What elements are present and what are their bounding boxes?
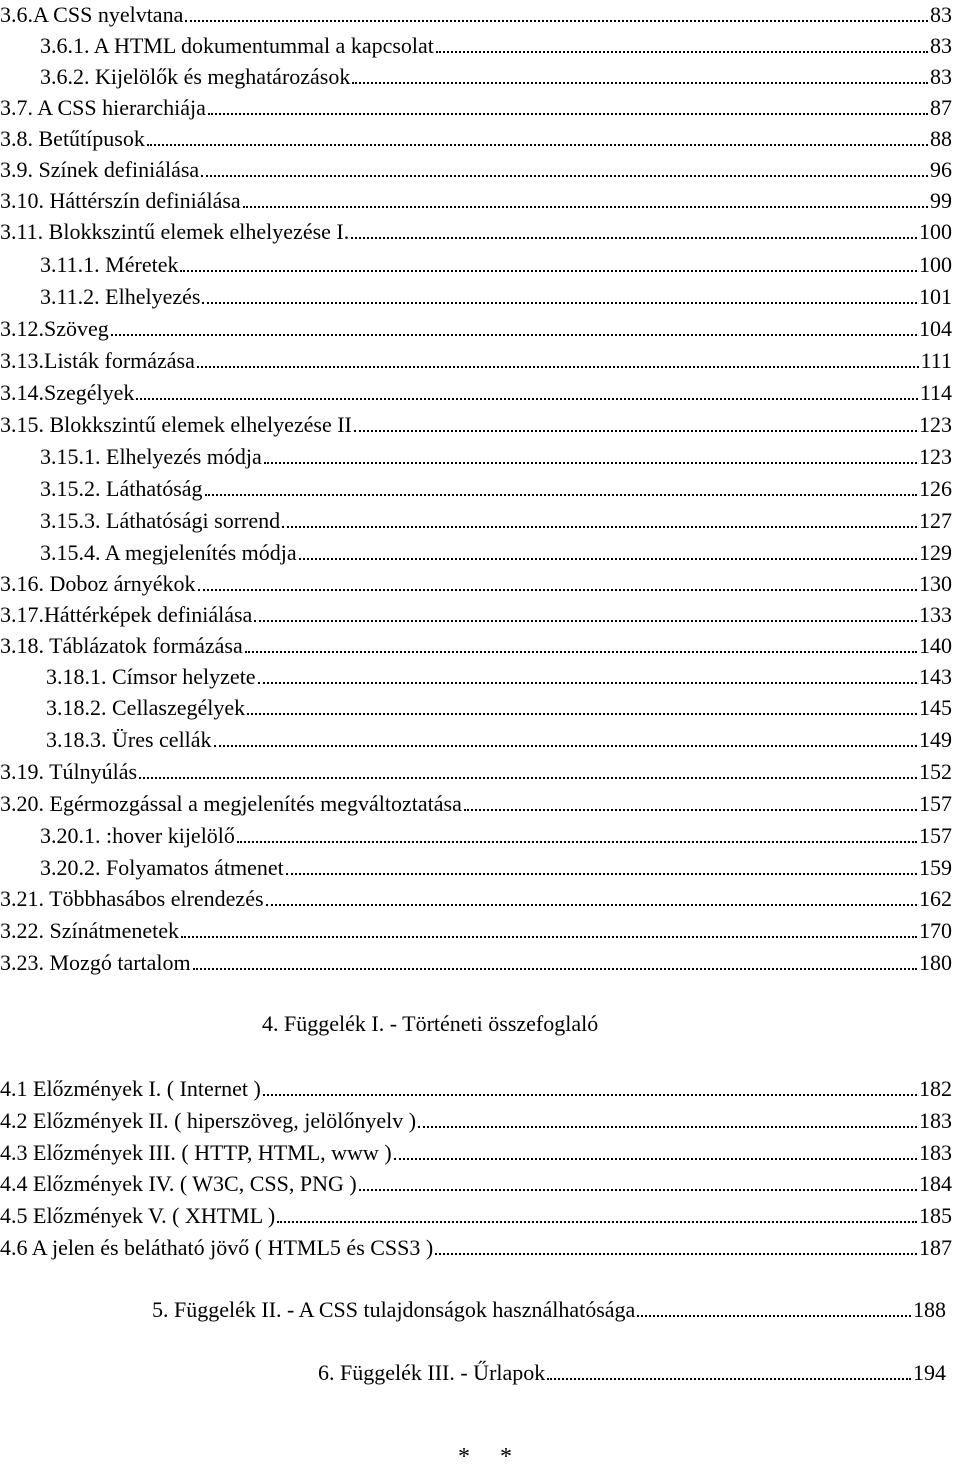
- toc-entry[interactable]: [40, 248, 952, 278]
- toc-entry-page: 100: [919, 252, 952, 277]
- toc-entry-page: 130: [919, 571, 952, 596]
- toc-entry-page: 87: [930, 95, 952, 120]
- toc-entry[interactable]: [0, 312, 952, 342]
- toc-entry-page: 180: [919, 950, 952, 975]
- toc-entry-title: 3.7. A CSS hierarchiája: [0, 95, 206, 120]
- toc-entry-page: 123: [919, 412, 952, 437]
- toc-entry-page: 194: [913, 1360, 946, 1385]
- toc-entry-title: 6. Függelék III. - Űrlapok: [318, 1360, 546, 1385]
- toc-entry-title: 4.3 Előzmények III. ( HTTP, HTML, www ): [0, 1140, 392, 1165]
- toc-entry-page: 188: [913, 1297, 946, 1322]
- toc-entry-title: 3.21. Többhasábos elrendezés: [0, 886, 264, 911]
- toc-entry[interactable]: [0, 408, 952, 438]
- toc-entry-page: 183: [919, 1108, 952, 1133]
- toc-entry[interactable]: [40, 819, 952, 849]
- dot-leader: [464, 809, 917, 811]
- appendix-3-entry[interactable]: [318, 1356, 946, 1386]
- dot-leader: [286, 873, 917, 875]
- dot-leader: [436, 51, 928, 53]
- dot-leader: [181, 936, 917, 938]
- toc-entry-title: 3.19. Túlnyúlás: [0, 759, 138, 784]
- appendix-1-entry[interactable]: [0, 1136, 952, 1166]
- dot-leader: [254, 620, 917, 622]
- appendix-1-entry[interactable]: [0, 1104, 952, 1134]
- toc-entry[interactable]: [0, 567, 952, 597]
- toc-entry-title: 4.5 Előzmények V. ( XHTML ): [0, 1203, 276, 1228]
- toc-entry-page: 183: [919, 1140, 952, 1165]
- toc-entry-page: 185: [919, 1203, 952, 1228]
- toc-entry-page: 96: [930, 157, 952, 182]
- toc-entry-page: 123: [919, 444, 952, 469]
- toc-entry[interactable]: [40, 851, 952, 881]
- toc-entry-title: 3.15.4. A megjelenítés módja: [40, 540, 297, 565]
- toc-entry[interactable]: [46, 691, 952, 721]
- toc-entry-page: 127: [919, 508, 952, 533]
- toc-entry-title: 5. Függelék II. - A CSS tulajdonságok használhatósága: [152, 1297, 636, 1322]
- toc-entry-page: 133: [919, 602, 952, 627]
- dot-leader: [282, 526, 917, 528]
- toc-entry[interactable]: [0, 0, 952, 28]
- toc-entry-title: 3.20.1. :hover kijelölő: [40, 823, 235, 848]
- dot-leader: [277, 1221, 917, 1223]
- dot-leader: [198, 589, 917, 591]
- toc-entry[interactable]: [0, 153, 952, 183]
- dot-leader: [180, 270, 917, 272]
- dot-leader: [258, 682, 917, 684]
- toc-entry-page: 83: [930, 64, 952, 89]
- toc-entry-title: 3.11. Blokkszintű elemek elhelyezése I.: [0, 219, 350, 244]
- toc-entry-title: 3.15.1. Elhelyezés módja: [40, 444, 262, 469]
- toc-entry-page: 182: [919, 1076, 952, 1101]
- dot-leader: [264, 462, 917, 464]
- dot-leader: [214, 745, 917, 747]
- toc-entry-title: 3.22. Színátmenetek: [0, 918, 180, 943]
- dot-leader: [208, 113, 928, 115]
- toc-entry-title: 3.18.2. Cellaszegélyek: [46, 695, 246, 720]
- appendix-2-entry[interactable]: [152, 1293, 946, 1323]
- dot-leader: [352, 82, 928, 84]
- toc-entry-page: 101: [919, 284, 952, 309]
- toc-entry-title: 3.8. Betűtípusok: [0, 126, 145, 151]
- toc-entry[interactable]: [0, 787, 952, 817]
- toc-entry-title: 3.6.A CSS nyelvtana: [0, 2, 184, 27]
- toc-entry[interactable]: [0, 344, 952, 374]
- toc-entry-title: 4.2 Előzmények II. ( hiperszöveg, jelölőnyelv ): [0, 1108, 417, 1133]
- toc-entry-page: 126: [919, 476, 952, 501]
- toc-entry[interactable]: [46, 723, 952, 753]
- toc-entry[interactable]: [0, 91, 952, 121]
- toc-entry[interactable]: [46, 660, 952, 690]
- dot-leader: [136, 398, 917, 400]
- toc-entry[interactable]: [40, 504, 952, 534]
- toc-entry[interactable]: [0, 122, 952, 152]
- toc-entry-title: 3.17.Háttérképek definiálása: [0, 602, 253, 627]
- appendix-1-entry[interactable]: [0, 1167, 952, 1197]
- dot-leader: [394, 1158, 917, 1160]
- appendix-1-heading: 4. Függelék I. - Történeti összefoglaló: [262, 1011, 599, 1036]
- dot-leader: [197, 366, 919, 368]
- dot-leader: [299, 558, 917, 560]
- toc-entry[interactable]: [0, 882, 952, 912]
- toc-entry-title: 3.23. Mozgó tartalom: [0, 950, 191, 975]
- dot-leader: [237, 841, 917, 843]
- toc-entry[interactable]: [40, 29, 952, 59]
- toc-entry-title: 3.6.2. Kijelölők és meghatározások: [40, 64, 351, 89]
- dot-leader: [351, 237, 917, 239]
- toc-entry-page: 152: [919, 759, 952, 784]
- toc-entry[interactable]: [40, 440, 952, 470]
- toc-entry[interactable]: [0, 215, 952, 245]
- toc-entry-title: 3.15.2. Láthatóság: [40, 476, 203, 501]
- dot-leader: [111, 334, 917, 336]
- toc-entry[interactable]: [0, 629, 952, 659]
- toc-entry-title: 3.13.Listák formázása: [0, 348, 195, 373]
- toc-entry-title: 3.11.1. Méretek: [40, 252, 179, 277]
- dot-leader: [243, 206, 928, 208]
- toc-entry-title: 3.16. Doboz árnyékok: [0, 571, 196, 596]
- toc-entry-title: 3.18. Táblázatok formázása: [0, 633, 243, 658]
- dot-leader: [359, 1189, 917, 1191]
- dot-leader: [139, 777, 917, 779]
- toc-entry-title: 4.6 A jelen és belátható jövő ( HTML5 és CSS3 ): [0, 1235, 434, 1260]
- dot-leader: [247, 713, 917, 715]
- toc-entry-title: 3.20. Egérmozgással a megjelenítés megváltoztatása: [0, 791, 462, 816]
- toc-entry-page: 129: [919, 540, 952, 565]
- dot-leader: [205, 494, 917, 496]
- toc-entry-page: 184: [919, 1171, 952, 1196]
- toc-entry-title: 3.12.Szöveg: [0, 316, 109, 341]
- dot-leader: [547, 1378, 911, 1380]
- dot-leader: [418, 1126, 917, 1128]
- dot-leader: [147, 144, 928, 146]
- toc-entry-page: 149: [919, 727, 952, 752]
- appendix-1-entry[interactable]: [0, 1199, 952, 1229]
- toc-entry-title: 3.18.3. Üres cellák: [46, 727, 212, 752]
- dot-leader: [354, 430, 917, 432]
- toc-entry-title: 3.6.1. A HTML dokumentummal a kapcsolat: [40, 33, 434, 58]
- toc-entry[interactable]: [0, 376, 952, 406]
- appendix-1-entry[interactable]: [0, 1231, 952, 1261]
- toc-entry[interactable]: [40, 472, 952, 502]
- toc-entry-title: 3.9. Színek definiálása: [0, 157, 200, 182]
- toc-entry-title: 3.14.Szegélyek: [0, 380, 135, 405]
- toc-entry-page: 100: [919, 219, 952, 244]
- dot-leader: [266, 904, 917, 906]
- toc-entry-page: 187: [919, 1235, 952, 1260]
- toc-entry[interactable]: [40, 536, 952, 566]
- dot-leader: [202, 302, 917, 304]
- end-marks: * *: [458, 1444, 524, 1470]
- toc-entry-title: 3.20.2. Folyamatos átmenet: [40, 855, 284, 880]
- toc-entry[interactable]: [0, 946, 952, 976]
- toc-entry-page: 111: [920, 348, 952, 373]
- toc-entry[interactable]: [0, 755, 952, 785]
- dot-leader: [193, 968, 917, 970]
- toc-entry-title: 4.1 Előzmények I. ( Internet ): [0, 1076, 261, 1101]
- dot-leader: [435, 1253, 917, 1255]
- dot-leader: [637, 1315, 911, 1317]
- toc-entry[interactable]: [0, 184, 952, 214]
- toc-entry[interactable]: [0, 914, 952, 944]
- toc-entry-title: 3.15. Blokkszintű elemek elhelyezése II: [0, 412, 352, 437]
- toc-entry-title: 3.10. Háttérszín definiálása: [0, 188, 241, 213]
- toc-entry-title: 3.15.3. Láthatósági sorrend: [40, 508, 281, 533]
- toc-entry-title: 3.11.2. Elhelyezés: [40, 284, 201, 309]
- toc-entry-page: 162: [919, 886, 952, 911]
- toc-entry-page: 143: [919, 664, 952, 689]
- dot-leader: [201, 175, 928, 177]
- toc-entry-page: 83: [930, 2, 952, 27]
- toc-entry[interactable]: [40, 280, 952, 310]
- toc-entry-page: 114: [919, 380, 952, 405]
- toc-entry-title: 4.4 Előzmények IV. ( W3C, CSS, PNG ): [0, 1171, 357, 1196]
- dot-leader: [185, 20, 928, 22]
- toc-entry-page: 140: [919, 633, 952, 658]
- toc-entry-page: 170: [919, 918, 952, 943]
- toc-entry[interactable]: [0, 598, 952, 628]
- toc-entry-page: 159: [919, 855, 952, 880]
- appendix-1-entry[interactable]: [0, 1072, 952, 1102]
- toc-entry-page: 157: [919, 791, 952, 816]
- toc-entry-page: 99: [930, 188, 952, 213]
- dot-leader: [245, 651, 917, 653]
- toc-entry-page: 88: [930, 126, 952, 151]
- dot-leader: [263, 1094, 917, 1096]
- toc-entry-title: 3.18.1. Címsor helyzete: [46, 664, 256, 689]
- toc-entry[interactable]: [40, 60, 952, 90]
- toc-entry-page: 145: [919, 695, 952, 720]
- toc-entry-page: 157: [919, 823, 952, 848]
- toc-entry-page: 104: [919, 316, 952, 341]
- toc-entry-page: 83: [930, 33, 952, 58]
